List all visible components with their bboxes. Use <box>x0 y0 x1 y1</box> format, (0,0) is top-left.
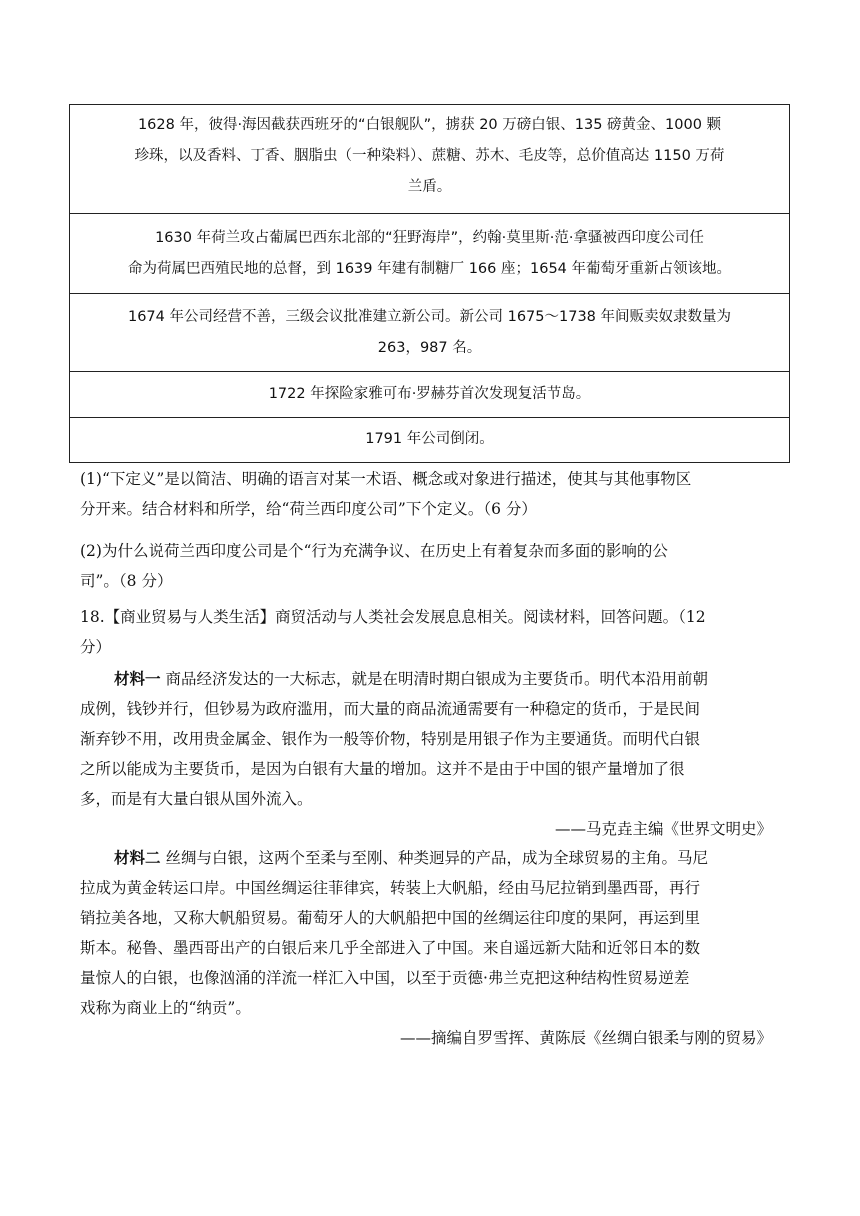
question-line: (1)“下定义”是以简洁、明确的语言对某一术语、概念或对象进行描述，使其与其他事物区 <box>80 470 692 488</box>
table-text-line: 珍珠，以及香料、丁香、胭脂虫（一种染料）、蔗糖、苏木、毛皮等，总价值高达 1150 万荷 <box>134 148 725 164</box>
table-row <box>70 105 789 214</box>
table-row <box>70 214 789 294</box>
material-label: 材料二 <box>114 848 161 867</box>
material-line: 成例，钱钞并行，但钞易为政府滥用，而大量的商品流通需要有一种稳定的货币，于是民间 <box>80 700 701 718</box>
table-text-line: 1674 年公司经营不善，三级会议批准建立新公司。新公司 1675～1738 年间贩卖奴隶数量为 <box>127 309 732 325</box>
material-2 <box>80 843 780 1053</box>
table-text-line: 1628 年，彼得·海因截获西班牙的“白银舰队”，掳获 20 万磅白银、135 磅黄金、1000 颗 <box>137 117 722 133</box>
table-text-line: 1630 年荷兰攻占葡属巴西东北部的“狂野海岸”，约翰·莫里斯·范·拿骚被西印度公司任 <box>155 230 704 246</box>
material-line: 戏称为商业上的“纳贡”。 <box>80 999 251 1017</box>
table-row <box>70 372 789 418</box>
table-text-line: 命为荷属巴西殖民地的总督，到 1639 年建有制糖厂 166 座；1654 年葡萄牙重新占领该地。 <box>127 261 732 277</box>
material-line: 量惊人的白银，也像汹涌的洋流一样汇入中国，以至于贡德·弗兰克把这种结构性贸易逆差 <box>80 969 690 987</box>
material-line: 拉成为黄金转运口岸。中国丝绸运往菲律宾，转装上大帆船，经由马尼拉销到墨西哥，再行 <box>80 879 701 897</box>
material-line: 渐弃钞不用，改用贵金属金、银作为一般等价物，特别是用银子作为主要通货。而明代白银 <box>80 730 701 748</box>
material-source: ——摘编自罗雪挥、黄陈辰《丝绸白银柔与刚的贸易》 <box>399 1029 772 1047</box>
material-line: 销拉美各地，又称大帆船贸易。葡萄牙人的大帆船把中国的丝绸运往印度的果阿，再运到里 <box>80 909 701 927</box>
material-line: 多，而是有大量白银从国外流入。 <box>80 790 313 808</box>
material-text: 商品经济发达的一大标志，就是在明清时期白银成为主要货币。明代本沿用前朝 <box>160 670 708 688</box>
question-line: (2)为什么说荷兰西印度公司是个“行为充满争议、在历史上有着复杂而多面的影响的公 <box>80 542 668 560</box>
material-text: 丝绸与白银，这两个至柔与至刚、种类迥异的产品，成为全球贸易的主角。马尼 <box>160 849 708 867</box>
material-label: 材料一 <box>114 669 161 688</box>
material-first-line <box>80 843 780 873</box>
question-2 <box>80 536 780 596</box>
material-1 <box>80 664 780 844</box>
table-text-line: 1791 年公司倒闭。 <box>365 431 494 447</box>
question-line: 18.【商业贸易与人类生活】商贸活动与人类社会发展息息相关。阅读材料，回答问题。（12 <box>80 608 706 626</box>
question-18 <box>80 602 780 662</box>
material-line: 之所以能成为主要货币，是因为白银有大量的增加。这并不是由于中国的银产量增加了很 <box>80 760 685 778</box>
table-row <box>70 418 789 462</box>
material-line: 斯本。秘鲁、墨西哥出产的白银后来几乎全部进入了中国。来自遥远新大陆和近邻日本的数 <box>80 939 701 957</box>
table-text-line: 263，987 名。 <box>377 340 482 356</box>
question-line: 分） <box>80 638 112 656</box>
question-line: 分开来。结合材料和所学，给“荷兰西印度公司”下个定义。（6 分） <box>80 500 537 518</box>
timeline-table <box>69 104 790 463</box>
table-text-line: 1722 年探险家雅可布·罗赫芬首次发现复活节岛。 <box>268 386 591 402</box>
material-first-line <box>80 664 780 694</box>
question-1 <box>80 464 780 524</box>
material-source: ——马克垚主编《世界文明史》 <box>554 820 772 838</box>
table-text-line: 兰盾。 <box>407 179 452 195</box>
table-row <box>70 294 789 372</box>
question-line: 司”。（8 分） <box>80 572 173 590</box>
